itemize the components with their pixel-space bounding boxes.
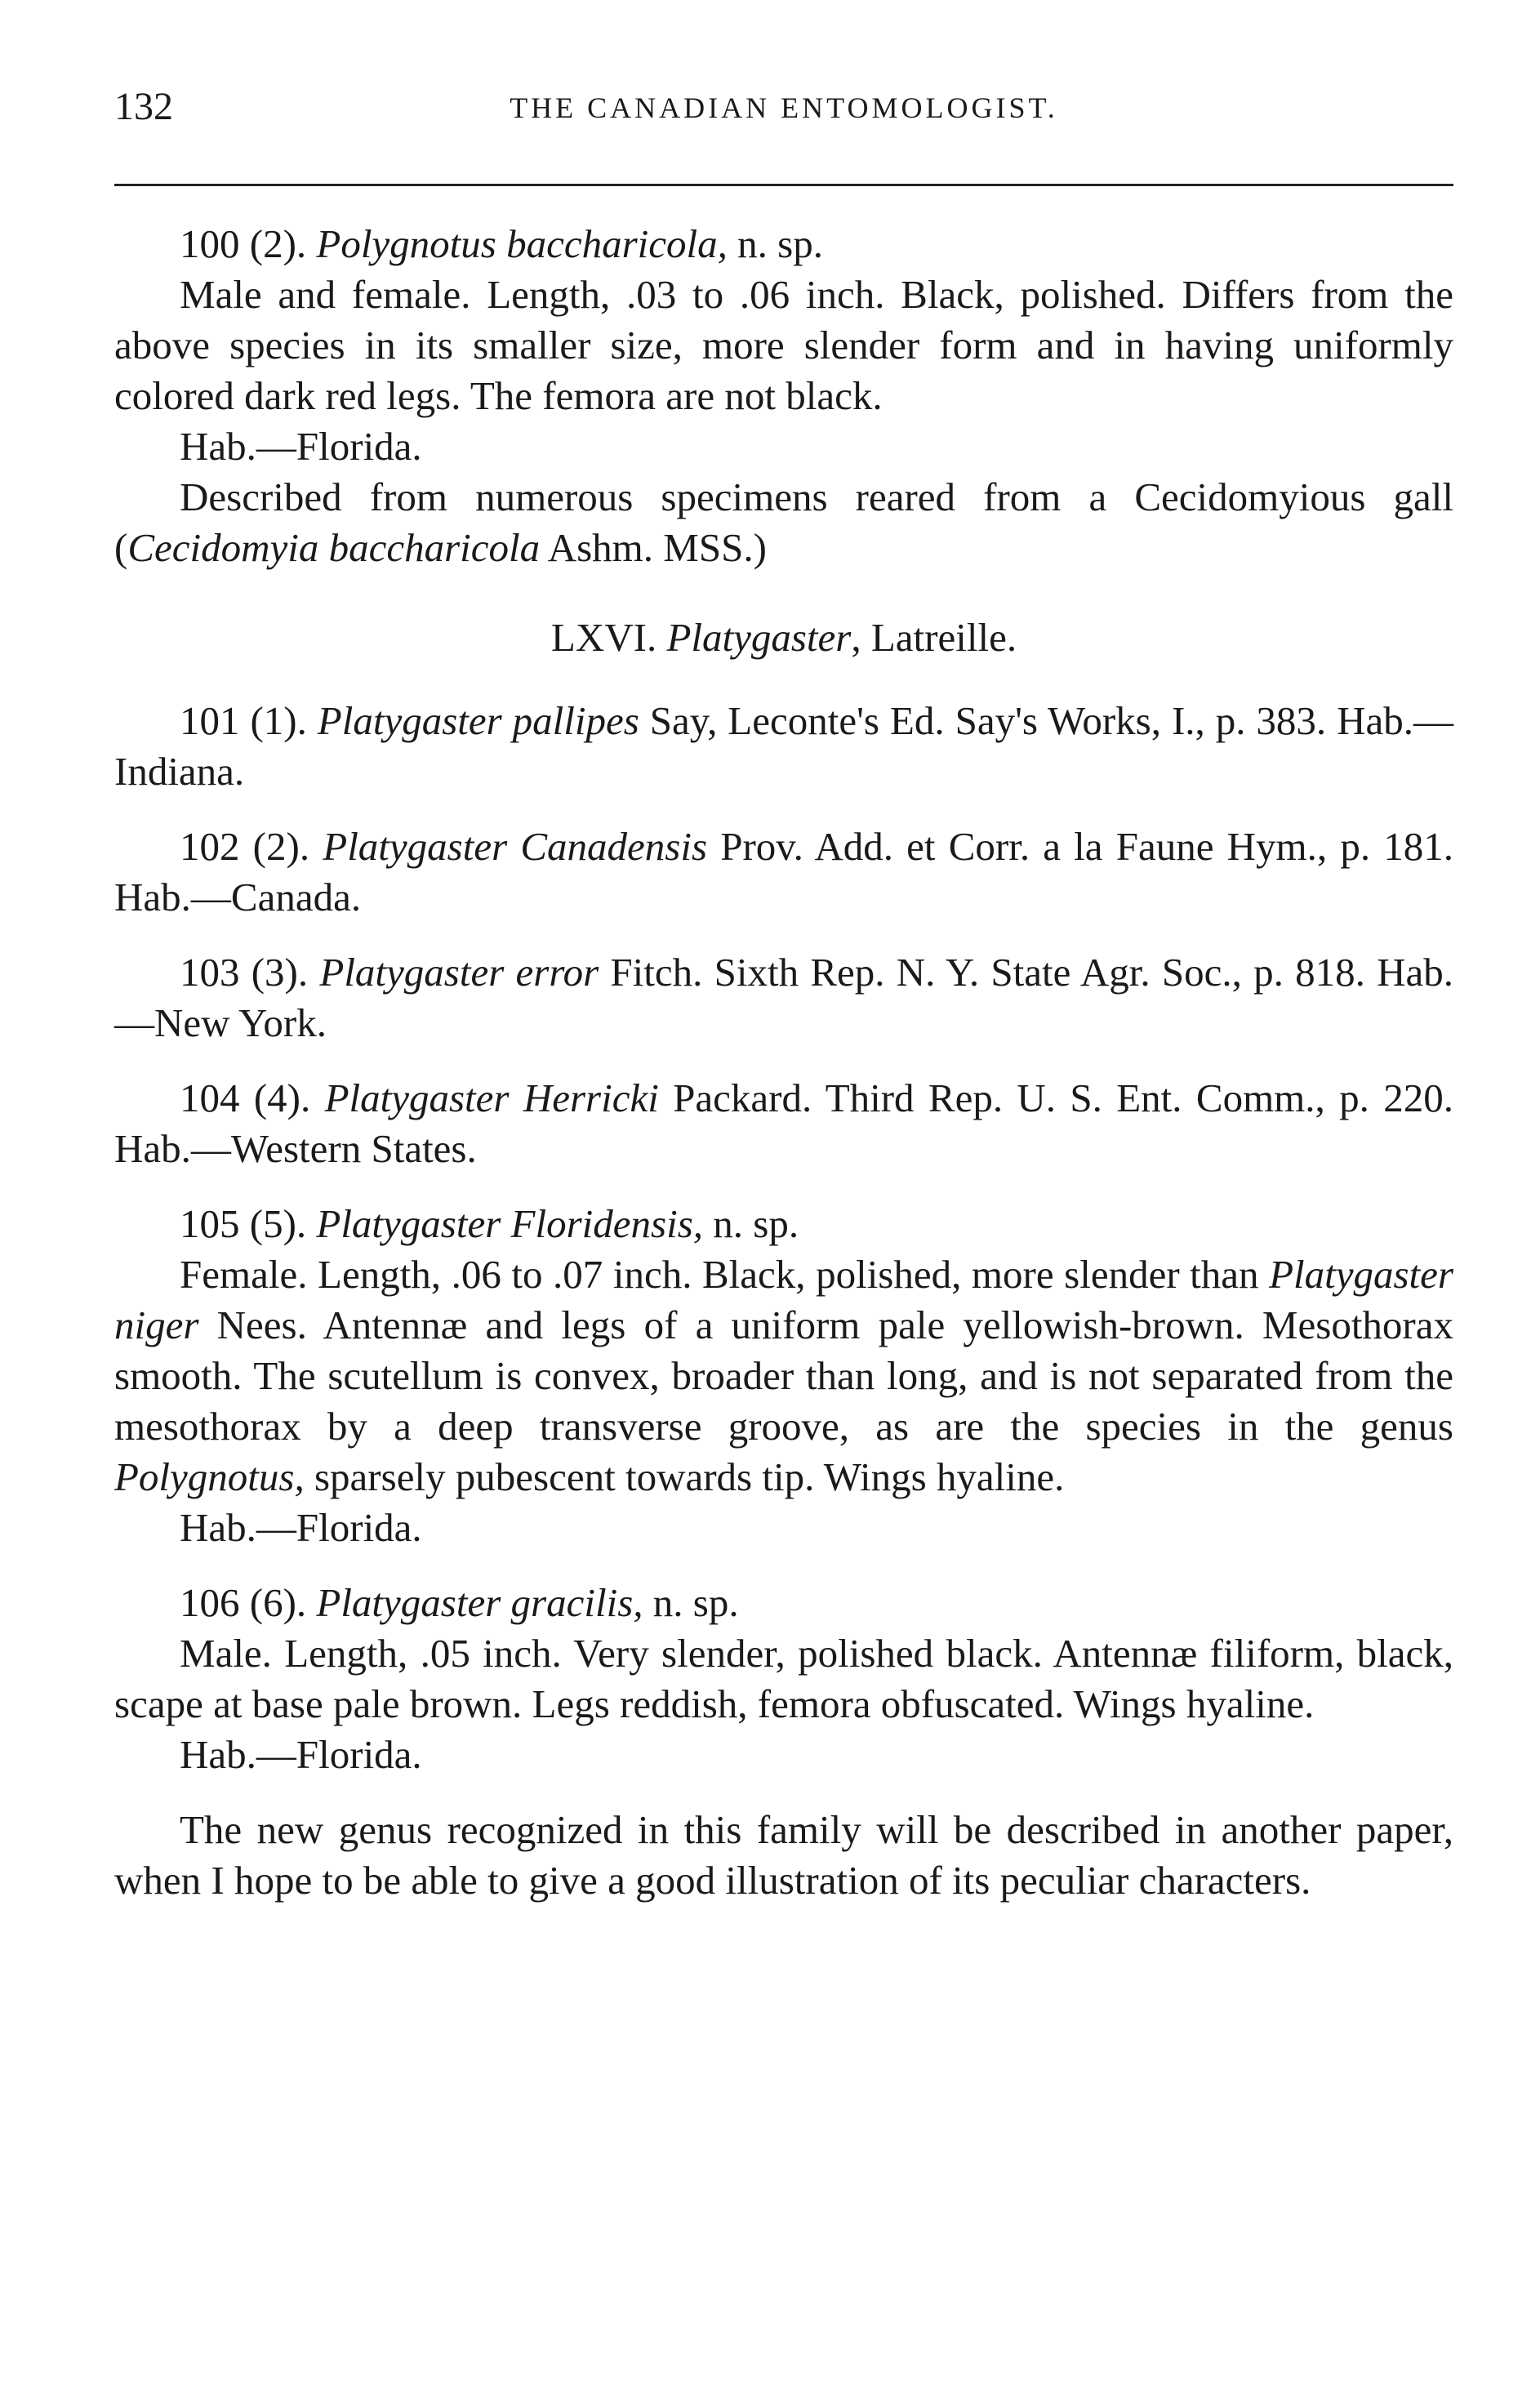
entry-number: 105 (5). — [180, 1201, 307, 1246]
note-text: Described from numerous specimens reared from a Cecidomyious gall ( — [114, 474, 1453, 570]
genus-heading — [114, 612, 1453, 663]
species-name: Platygaster pallipes — [317, 698, 639, 743]
entry-citation: Say, Leconte's Ed. Say's Works, I., p. 383. Hab.—Indiana. — [114, 698, 1453, 794]
page-header — [114, 78, 1453, 143]
species-name: Polygnotus baccharicola, — [316, 221, 728, 266]
entry-100-heading — [114, 219, 1453, 269]
desc-italic: Platygaster niger — [114, 1252, 1453, 1347]
entry-citation: Fitch. Sixth Rep. N. Y. State Agr. Soc., p. 818. Hab.—New York. — [114, 950, 1454, 1045]
closing-paragraph: The new genus recognized in this family will be described in another paper, when I hope to be able to give a good illustration of its peculiar characters. — [114, 1807, 1453, 1903]
species-name: Platygaster error — [319, 950, 599, 995]
entry-number: 104 (4). — [180, 1075, 311, 1120]
genus-author: , Latreille. — [851, 615, 1017, 660]
entry-number: 100 (2). — [180, 221, 307, 266]
running-title: THE CANADIAN ENTOMOLOGIST. — [510, 91, 1058, 124]
desc-text-end: sparsely pubescent towards tip. Wings hyaline. — [304, 1454, 1065, 1499]
species-name: Platygaster Floridensis, — [316, 1201, 704, 1246]
species-suffix: n. sp. — [643, 1580, 739, 1625]
entry-105-habitat: Hab.—Florida. — [180, 1505, 422, 1550]
entry-number: 101 (1). — [180, 698, 307, 743]
entry-100-description: Male and female. Length, .03 to .06 inch. Black, polished. Differs from the above species in its smaller size, more slender form and in having uniformly colored dark red legs. The femora are not black. — [114, 272, 1453, 418]
entry-103 — [114, 947, 1453, 1049]
article-body — [114, 219, 1453, 1906]
note-text-end: Ashm. MSS.) — [540, 525, 767, 570]
entry-106-habitat: Hab.—Florida. — [180, 1732, 422, 1777]
species-name: Platygaster Herricki — [324, 1075, 659, 1120]
desc-text-mid: Nees. Antennæ and legs of a uniform pale yellowish-brown. Mesothorax smooth. The scutellum is convex, broader than long, and is not separated from the mesothorax by a deep transverse groove, as are the species in the genus — [114, 1302, 1453, 1449]
entry-105-description — [114, 1249, 1453, 1503]
entry-number: 106 (6). — [180, 1580, 307, 1625]
entry-number: 103 (3). — [180, 950, 309, 995]
entry-citation: Packard. Third Rep. U. S. Ent. Comm., p. 220. Hab.—Western States. — [114, 1075, 1453, 1171]
species-suffix: n. sp. — [727, 221, 823, 266]
species-name: Platygaster Canadensis — [323, 824, 708, 869]
page — [114, 78, 1453, 1906]
genus-name: Platygaster — [666, 615, 852, 660]
entry-105-heading — [114, 1199, 1453, 1249]
entry-101 — [114, 696, 1453, 797]
entry-100-note — [114, 472, 1453, 573]
entry-number: 102 (2). — [180, 824, 310, 869]
genus-number: LXVI. — [550, 615, 657, 660]
entry-102 — [114, 821, 1453, 923]
entry-104 — [114, 1073, 1453, 1174]
species-name: Platygaster gracilis, — [316, 1580, 643, 1625]
species-suffix: n. sp. — [703, 1201, 799, 1246]
entry-106-heading — [114, 1578, 1453, 1628]
entry-106-description: Male. Length, .05 inch. Very slender, polished black. Antennæ filiform, black, scape at base pale brown. Legs reddish, femora obfuscated. Wings hyaline. — [114, 1631, 1453, 1726]
note-italic: Cecidomyia baccharicola — [127, 525, 541, 570]
page-number: 132 — [114, 85, 173, 128]
header-rule — [114, 184, 1453, 186]
entry-100-habitat: Hab.—Florida. — [180, 424, 422, 469]
desc-italic-2: Polygnotus, — [114, 1454, 305, 1499]
desc-text: Female. Length, .06 to .07 inch. Black, polished, more slender than — [180, 1252, 1270, 1297]
entry-citation: Prov. Add. et Corr. a la Faune Hym., p. 181. Hab.—Canada. — [114, 824, 1454, 919]
